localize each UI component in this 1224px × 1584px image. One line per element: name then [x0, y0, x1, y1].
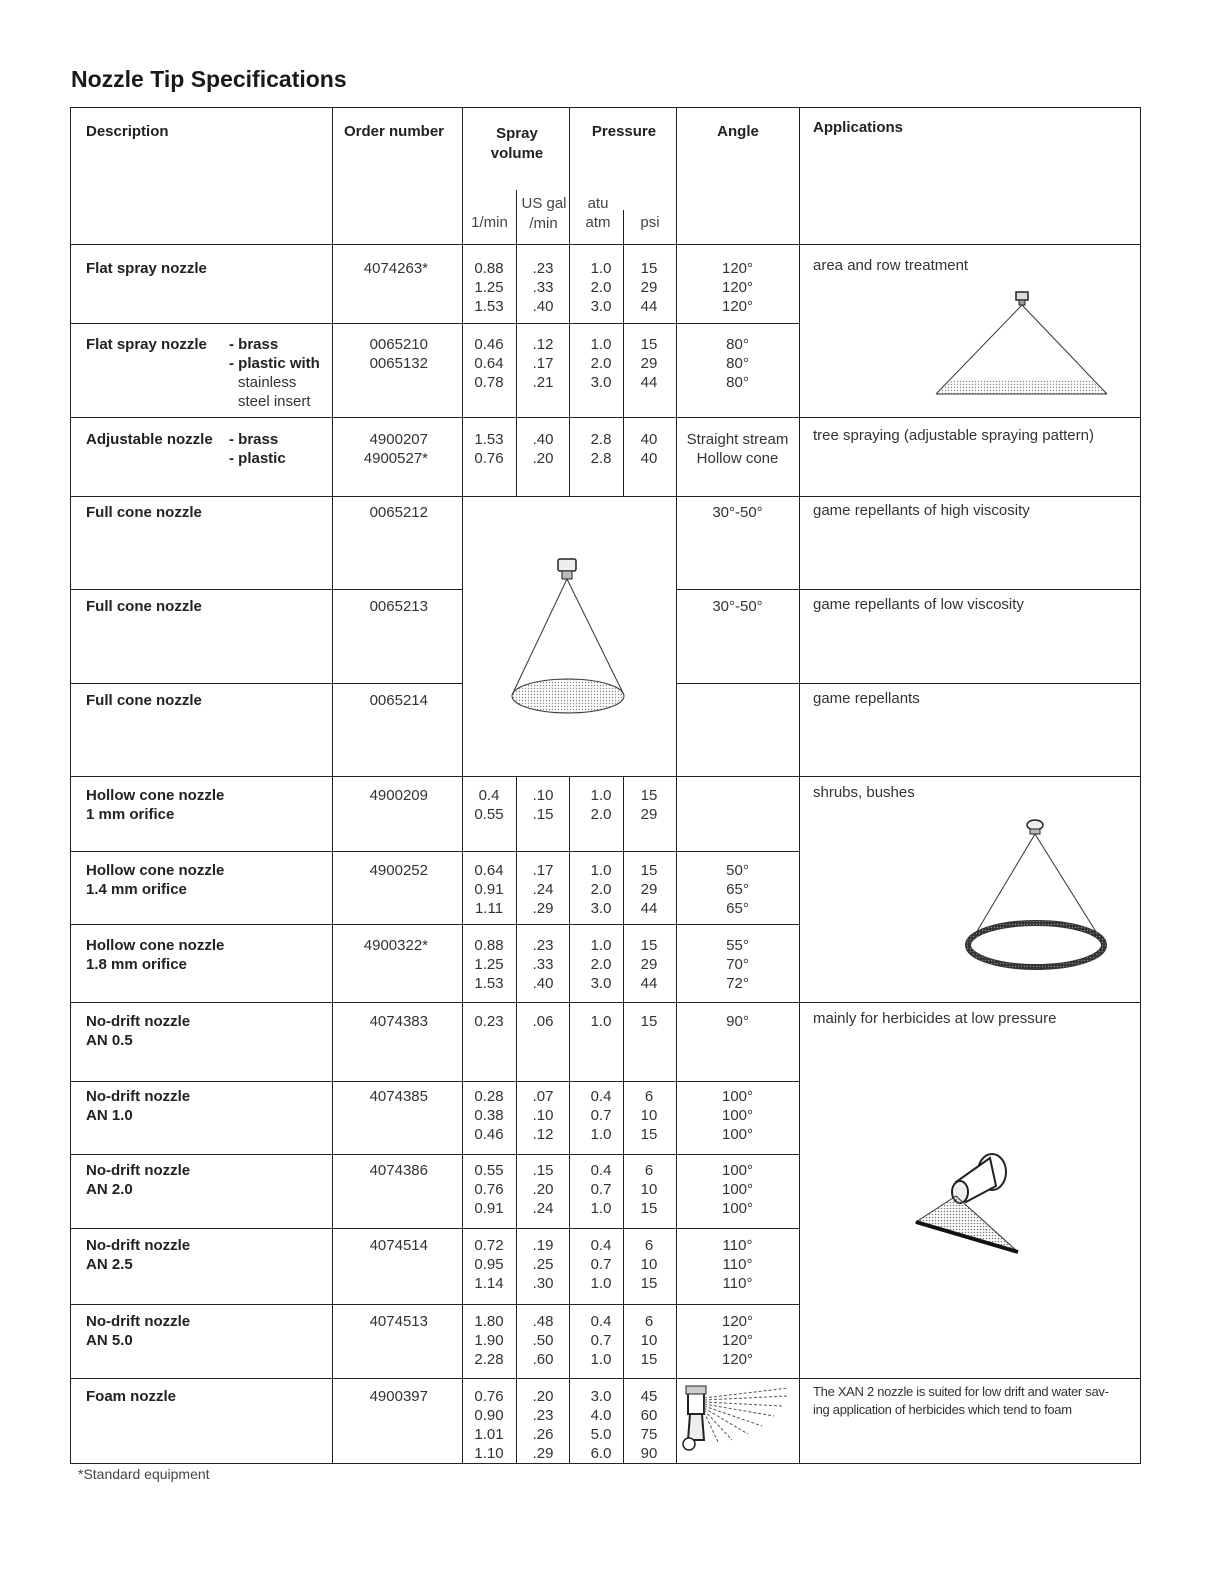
nozzle-description: AN 5.0 — [86, 1332, 133, 1349]
order-number: 0065210 — [369, 336, 428, 353]
row-divider — [677, 589, 1141, 590]
value-psi: 40 — [640, 450, 658, 467]
value-atm: 1.0 — [590, 1126, 612, 1143]
value-atm: 0.7 — [590, 1181, 612, 1198]
nozzle-description: No-drift nozzle — [86, 1162, 191, 1179]
footnote: *Standard equipment — [78, 1466, 210, 1482]
nozzle-description: Full cone nozzle — [86, 598, 202, 615]
value-lmin: 1.25 — [474, 956, 504, 973]
value-lmin: 0.76 — [474, 1388, 504, 1405]
value-atm: 2.0 — [590, 956, 612, 973]
value-atm: 0.4 — [590, 1162, 612, 1179]
value-psi: 29 — [640, 806, 658, 823]
spray-angle: 100° — [721, 1107, 754, 1124]
col-divider — [516, 190, 517, 496]
value-usgal: .40 — [532, 431, 554, 448]
row-divider — [70, 1081, 799, 1082]
value-usgal: .15 — [532, 1162, 554, 1179]
spray-angle: 65° — [726, 881, 749, 898]
spray-angle: 90° — [726, 1013, 749, 1030]
spray-angle: 72° — [726, 975, 749, 992]
value-psi: 15 — [640, 1200, 658, 1217]
nozzle-variant: stainless — [238, 374, 297, 391]
spray-angle: Straight stream — [686, 431, 789, 448]
value-lmin: 1.10 — [474, 1445, 504, 1462]
unit-usgal: US gal — [521, 195, 567, 212]
value-usgal: .25 — [532, 1256, 554, 1273]
value-lmin: 0.91 — [474, 881, 504, 898]
header-description: Description — [86, 123, 169, 140]
value-psi: 6 — [644, 1313, 654, 1330]
col-divider — [516, 776, 517, 1464]
value-atm: 0.4 — [590, 1313, 612, 1330]
value-atm: 1.0 — [590, 787, 612, 804]
value-usgal: .29 — [532, 900, 554, 917]
value-atm: 1.0 — [590, 1275, 612, 1292]
order-number: 4074514 — [369, 1237, 428, 1254]
value-lmin: 1.14 — [474, 1275, 504, 1292]
row-divider — [70, 496, 1141, 497]
value-usgal: .24 — [532, 1200, 554, 1217]
value-atm: 3.0 — [590, 1388, 612, 1405]
spray-angle: 55° — [726, 937, 749, 954]
value-atm: 1.0 — [590, 1013, 612, 1030]
application-text: The XAN 2 nozzle is suited for low drift and water sav- — [813, 1384, 1109, 1399]
value-usgal: .40 — [532, 975, 554, 992]
row-divider — [70, 1304, 799, 1305]
value-atm: 0.7 — [590, 1107, 612, 1124]
value-psi: 10 — [640, 1107, 658, 1124]
nozzle-description: Flat spray nozzle — [86, 260, 207, 277]
spray-angle: 110° — [722, 1275, 753, 1292]
nozzle-description: Full cone nozzle — [86, 692, 202, 709]
value-atm: 5.0 — [590, 1426, 612, 1443]
col-divider — [569, 776, 570, 1464]
order-number: 4074513 — [369, 1313, 428, 1330]
value-lmin: 1.11 — [474, 900, 504, 917]
application-text: game repellants of high viscosity — [813, 502, 1030, 519]
value-psi: 44 — [640, 374, 658, 391]
application-text: area and row treatment — [813, 257, 969, 274]
value-psi: 90 — [640, 1445, 658, 1462]
order-number: 4900527* — [363, 450, 428, 467]
spray-angle: 120° — [721, 1313, 754, 1330]
value-lmin: 0.4 — [478, 787, 500, 804]
spray-angle: 70° — [726, 956, 749, 973]
unit-psi: psi — [640, 214, 660, 231]
value-psi: 44 — [640, 900, 658, 917]
nozzle-variant: - brass — [229, 431, 279, 448]
value-psi: 44 — [640, 975, 658, 992]
row-divider — [70, 1154, 799, 1155]
spray-angle: Hollow cone — [696, 450, 779, 467]
value-psi: 6 — [644, 1088, 654, 1105]
value-usgal: .29 — [532, 1445, 554, 1462]
value-usgal: .06 — [532, 1013, 554, 1030]
value-atm: 2.8 — [590, 450, 612, 467]
value-psi: 45 — [640, 1388, 658, 1405]
nozzle-description: Full cone nozzle — [86, 504, 202, 521]
value-lmin: 0.88 — [474, 937, 504, 954]
row-divider — [70, 1002, 1141, 1003]
value-usgal: .23 — [532, 937, 554, 954]
spray-angle: 110° — [722, 1256, 753, 1273]
value-usgal: .15 — [532, 806, 554, 823]
value-lmin: 1.25 — [474, 279, 504, 296]
value-lmin: 0.76 — [474, 450, 504, 467]
value-usgal: .40 — [532, 298, 554, 315]
value-psi: 15 — [640, 1126, 658, 1143]
value-lmin: 0.88 — [474, 260, 504, 277]
order-number: 4074386 — [369, 1162, 428, 1179]
spray-angle: 110° — [722, 1237, 753, 1254]
unit-usgal-min: /min — [529, 215, 558, 232]
header-volume: volume — [490, 145, 544, 162]
value-lmin: 1.01 — [474, 1426, 504, 1443]
value-lmin: 0.64 — [474, 355, 504, 372]
value-usgal: .20 — [532, 450, 554, 467]
nozzle-description: No-drift nozzle — [86, 1088, 191, 1105]
application-text: ing application of herbicides which tend to foam — [813, 1402, 1072, 1417]
value-usgal: .60 — [532, 1351, 554, 1368]
nozzle-description: 1.4 mm orifice — [86, 881, 187, 898]
value-psi: 6 — [644, 1237, 654, 1254]
nozzle-variant: - plastic — [229, 450, 286, 467]
nozzle-description: Hollow cone nozzle — [86, 862, 225, 879]
nozzle-variant: - plastic with — [229, 355, 320, 372]
value-usgal: .20 — [532, 1388, 554, 1405]
value-usgal: .33 — [532, 956, 554, 973]
value-usgal: .17 — [532, 862, 554, 879]
order-number: 0065213 — [369, 598, 428, 615]
value-usgal: .30 — [532, 1275, 554, 1292]
order-number: 4074263* — [363, 260, 428, 277]
order-number: 4074383 — [369, 1013, 428, 1030]
value-usgal: .19 — [532, 1237, 554, 1254]
nozzle-description: No-drift nozzle — [86, 1237, 191, 1254]
value-atm: 1.0 — [590, 260, 612, 277]
nozzle-description: Flat spray nozzle — [86, 336, 207, 353]
value-lmin: 0.23 — [474, 1013, 504, 1030]
value-psi: 29 — [640, 881, 658, 898]
value-atm: 1.0 — [590, 937, 612, 954]
nozzle-description: AN 2.0 — [86, 1181, 133, 1198]
col-divider — [462, 107, 463, 1464]
value-atm: 4.0 — [590, 1407, 612, 1424]
value-atm: 2.0 — [590, 881, 612, 898]
spray-angle: 100° — [721, 1088, 754, 1105]
no-drift-nozzle-illustration — [910, 1150, 1030, 1260]
value-lmin: 1.80 — [474, 1313, 504, 1330]
value-psi: 10 — [640, 1332, 658, 1349]
value-lmin: 1.53 — [474, 975, 504, 992]
value-atm: 0.7 — [590, 1332, 612, 1349]
foam-nozzle-illustration — [678, 1382, 798, 1462]
row-divider — [70, 589, 463, 590]
value-psi: 15 — [640, 1351, 658, 1368]
value-psi: 15 — [640, 1013, 658, 1030]
value-lmin: 0.95 — [474, 1256, 504, 1273]
row-divider — [70, 417, 1141, 418]
row-divider — [70, 1378, 1141, 1379]
value-lmin: 0.78 — [474, 374, 504, 391]
value-lmin: 0.76 — [474, 1181, 504, 1198]
spray-angle: 120° — [721, 1351, 754, 1368]
spray-angle: 120° — [721, 260, 754, 277]
value-psi: 29 — [640, 279, 658, 296]
spray-angle: 65° — [726, 900, 749, 917]
unit-atu: atu — [587, 195, 609, 212]
order-number: 4900252 — [369, 862, 428, 879]
row-divider — [70, 323, 799, 324]
order-number: 0065212 — [369, 504, 428, 521]
value-usgal: .10 — [532, 1107, 554, 1124]
row-divider — [70, 924, 799, 925]
value-psi: 44 — [640, 298, 658, 315]
spray-angle: 120° — [721, 298, 754, 315]
header-spray: Spray — [496, 125, 538, 142]
value-lmin: 1.53 — [474, 431, 504, 448]
nozzle-description: 1.8 mm orifice — [86, 956, 187, 973]
nozzle-variant: steel insert — [238, 393, 311, 410]
application-text: tree spraying (adjustable spraying pattern) — [813, 427, 1094, 444]
value-usgal: .07 — [532, 1088, 554, 1105]
row-divider — [70, 1228, 799, 1229]
spray-angle: 120° — [721, 279, 754, 296]
value-lmin: 0.64 — [474, 862, 504, 879]
value-lmin: 0.46 — [474, 1126, 504, 1143]
value-atm: 1.0 — [590, 336, 612, 353]
nozzle-description: AN 0.5 — [86, 1032, 133, 1049]
order-number: 4900209 — [369, 787, 428, 804]
value-usgal: .12 — [532, 1126, 554, 1143]
unit-lmin: 1/min — [471, 214, 508, 231]
value-atm: 3.0 — [590, 975, 612, 992]
value-usgal: .10 — [532, 787, 554, 804]
spray-angle: 100° — [721, 1126, 754, 1143]
nozzle-description: Hollow cone nozzle — [86, 937, 225, 954]
application-text: shrubs, bushes — [813, 784, 915, 801]
spray-angle: 50° — [726, 862, 749, 879]
value-psi: 15 — [640, 260, 658, 277]
spray-angle: 80° — [726, 355, 749, 372]
value-psi: 75 — [640, 1426, 658, 1443]
value-lmin: 0.72 — [474, 1237, 504, 1254]
value-psi: 15 — [640, 787, 658, 804]
nozzle-description: No-drift nozzle — [86, 1313, 191, 1330]
value-lmin: 0.55 — [474, 806, 504, 823]
nozzle-variant: - brass — [229, 336, 279, 353]
order-number: 4900322* — [363, 937, 428, 954]
value-usgal: .24 — [532, 881, 554, 898]
header-angle: Angle — [717, 123, 759, 140]
value-psi: 15 — [640, 862, 658, 879]
spray-angle: 80° — [726, 336, 749, 353]
value-usgal: .23 — [532, 260, 554, 277]
hollow-cone-illustration — [960, 815, 1130, 975]
order-number: 4900397 — [369, 1388, 428, 1405]
value-atm: 2.0 — [590, 806, 612, 823]
value-atm: 3.0 — [590, 900, 612, 917]
value-lmin: 0.90 — [474, 1407, 504, 1424]
flat-spray-illustration — [920, 290, 1120, 400]
header-divider — [70, 244, 1141, 245]
value-lmin: 0.28 — [474, 1088, 504, 1105]
value-atm: 2.0 — [590, 355, 612, 372]
value-lmin: 0.46 — [474, 336, 504, 353]
value-usgal: .12 — [532, 336, 554, 353]
value-psi: 15 — [640, 1275, 658, 1292]
value-lmin: 0.38 — [474, 1107, 504, 1124]
value-psi: 60 — [640, 1407, 658, 1424]
value-atm: 6.0 — [590, 1445, 612, 1462]
value-psi: 29 — [640, 956, 658, 973]
value-psi: 15 — [640, 937, 658, 954]
header-pressure: Pressure — [591, 123, 657, 140]
value-usgal: .21 — [532, 374, 554, 391]
value-atm: 0.7 — [590, 1256, 612, 1273]
value-usgal: .26 — [532, 1426, 554, 1443]
value-atm: 1.0 — [590, 862, 612, 879]
order-number: 0065214 — [369, 692, 428, 709]
value-psi: 29 — [640, 355, 658, 372]
nozzle-description: 1 mm orifice — [86, 806, 175, 823]
unit-atm: atm — [585, 214, 611, 231]
spray-angle: 100° — [721, 1162, 754, 1179]
nozzle-description: AN 2.5 — [86, 1256, 133, 1273]
value-lmin: 1.53 — [474, 298, 504, 315]
value-atm: 2.8 — [590, 431, 612, 448]
spray-angle: 100° — [721, 1181, 754, 1198]
nozzle-description: No-drift nozzle — [86, 1013, 191, 1030]
application-text: game repellants of low viscosity — [813, 596, 1024, 613]
value-lmin: 1.90 — [474, 1332, 504, 1349]
spray-angle: 30°-50° — [712, 504, 763, 521]
spray-angle: 30°-50° — [712, 598, 763, 615]
value-usgal: .23 — [532, 1407, 554, 1424]
row-divider — [677, 683, 1141, 684]
value-usgal: .48 — [532, 1313, 554, 1330]
value-atm: 0.4 — [590, 1088, 612, 1105]
value-psi: 6 — [644, 1162, 654, 1179]
value-atm: 0.4 — [590, 1237, 612, 1254]
value-usgal: .17 — [532, 355, 554, 372]
value-psi: 40 — [640, 431, 658, 448]
full-cone-illustration — [500, 555, 650, 720]
value-psi: 10 — [640, 1181, 658, 1198]
page-title: Nozzle Tip Specifications — [71, 66, 347, 92]
nozzle-description: Hollow cone nozzle — [86, 787, 225, 804]
header-order-number: Order number — [344, 123, 445, 140]
value-lmin: 2.28 — [474, 1351, 504, 1368]
value-lmin: 0.91 — [474, 1200, 504, 1217]
value-usgal: .50 — [532, 1332, 554, 1349]
spray-angle: 120° — [721, 1332, 754, 1349]
row-divider — [70, 683, 463, 684]
value-atm: 2.0 — [590, 279, 612, 296]
value-lmin: 0.55 — [474, 1162, 504, 1179]
nozzle-description: AN 1.0 — [86, 1107, 133, 1124]
col-divider — [799, 107, 800, 1464]
spray-angle: 100° — [721, 1200, 754, 1217]
value-usgal: .20 — [532, 1181, 554, 1198]
value-atm: 1.0 — [590, 1200, 612, 1217]
value-psi: 10 — [640, 1256, 658, 1273]
nozzle-description: Foam nozzle — [86, 1388, 177, 1405]
spray-angle: 80° — [726, 374, 749, 391]
application-text: mainly for herbicides at low pressure — [813, 1010, 1057, 1027]
col-divider — [332, 107, 333, 1464]
order-number: 4900207 — [369, 431, 428, 448]
row-divider — [70, 851, 799, 852]
col-divider — [569, 107, 570, 496]
value-psi: 15 — [640, 336, 658, 353]
value-usgal: .33 — [532, 279, 554, 296]
order-number: 0065132 — [369, 355, 428, 372]
value-atm: 3.0 — [590, 374, 612, 391]
value-atm: 1.0 — [590, 1351, 612, 1368]
header-applications: Applications — [813, 119, 904, 136]
value-atm: 3.0 — [590, 298, 612, 315]
application-text: game repellants — [813, 690, 920, 707]
order-number: 4074385 — [369, 1088, 428, 1105]
nozzle-description: Adjustable nozzle — [86, 431, 213, 448]
row-divider — [70, 776, 1141, 777]
